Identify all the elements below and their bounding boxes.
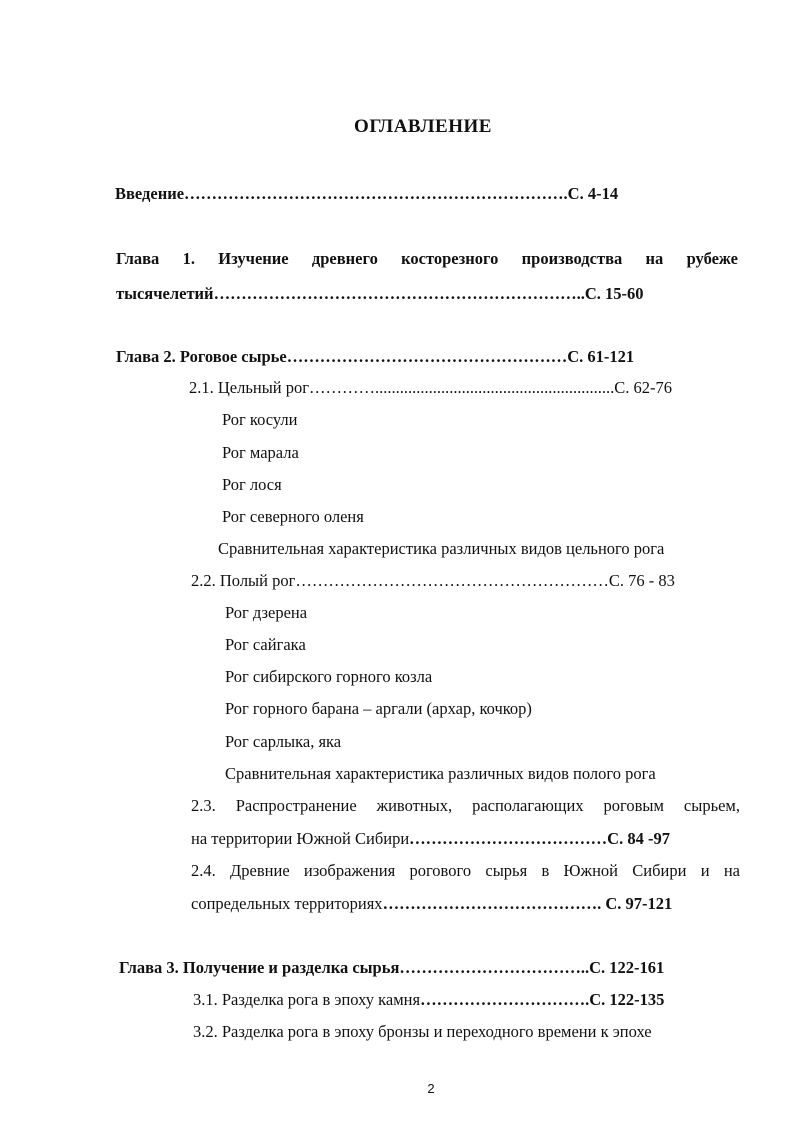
toc-entry-3-1 — [193, 990, 664, 1010]
toc-entry-3-1-text: 3.1. Разделка рога в эпоху камня — [193, 990, 421, 1009]
toc-entry-2-4-line-1: 2.4. Древние изображения рогового сырья в Южной Сибири и на — [191, 861, 740, 880]
toc-entry-2-3-text: на территории Южной Сибири — [191, 829, 410, 848]
toc-entry-2-3-page-ref: ………………………………С. 84 -97 — [409, 829, 670, 848]
toc-subentry-argali: Рог горного барана – аргали (архар, кочкор) — [225, 699, 532, 718]
page-title: ОГЛАВЛЕНИЕ — [354, 116, 492, 137]
toc-entry-2-1-text: 2.1. Цельный рог…………..........................................................С. 62-76 — [189, 378, 673, 397]
toc-entry-2-1 — [189, 378, 672, 398]
toc-subentry-yak: Рог сарлыка, яка — [225, 732, 342, 751]
toc-entry-chapter-1-line-2: тысячелетий…………………………………………………………..С. 15-60 — [116, 284, 644, 303]
toc-subentry-saiga: Рог сайгака — [225, 635, 306, 654]
page-number: 2 — [427, 1081, 435, 1096]
toc-subentry-hollow-horn-comparison: Сравнительная характеристика различных видов полого рога — [225, 764, 656, 783]
toc-entry-2-4-text: сопредельных территориях — [191, 894, 383, 913]
toc-subentry-maral: Рог марала — [222, 443, 299, 462]
toc-subentry-solid-horn-comparison: Сравнительная характеристика различных видов цельного рога — [218, 539, 665, 558]
toc-subentry-siberian-ibex: Рог сибирского горного козла — [225, 667, 433, 686]
toc-entry-2-2: 2.2. Полый рог…………………………………………………С. 76 - 83 — [191, 571, 675, 590]
toc-subentry-elk: Рог лося — [222, 475, 282, 494]
toc-entry-chapter-2: Глава 2. Роговое сырье……………………………………………С. 61-121 — [116, 347, 635, 366]
toc-entry-chapter-1-line-1: Глава 1. Изучение древнего косторезного производства на рубеже — [116, 249, 738, 268]
toc-subentry-reindeer: Рог северного оленя — [222, 507, 364, 526]
toc-entry-intro: Введение…………………………………………………………….С. 4-14 — [115, 184, 619, 203]
toc-subentry-roe-deer: Рог косули — [222, 410, 298, 429]
toc-entry-2-4-line-2 — [191, 894, 672, 914]
toc-entry-2-3-line-1: 2.3. Распространение животных, располагающих роговым сырьем, — [191, 796, 740, 815]
toc-subentry-dzeren: Рог дзерена — [225, 603, 308, 622]
toc-entry-3-1-page-ref: ………………………….С. 122-135 — [420, 990, 665, 1009]
toc-entry-2-4-page-ref: …………………………………. С. 97-121 — [382, 894, 673, 913]
toc-entry-3-2: 3.2. Разделка рога в эпоху бронзы и переходного времени к эпохе — [193, 1022, 652, 1041]
toc-entry-chapter-3: Глава 3. Получение и разделка сырья……………………………..С. 122-161 — [119, 958, 665, 977]
toc-entry-2-3-line-2 — [191, 829, 670, 849]
